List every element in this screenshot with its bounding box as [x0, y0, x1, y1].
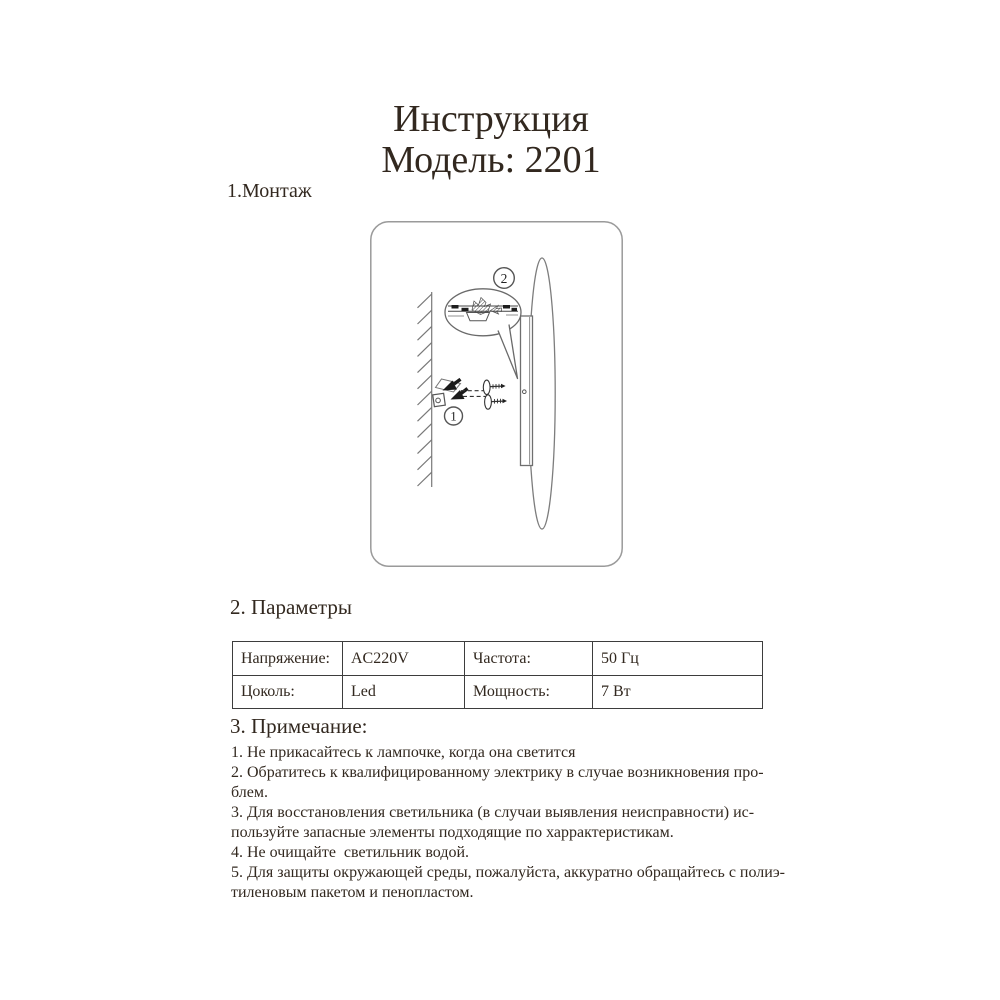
wall-bracket: [433, 379, 468, 407]
step-2-badge: [494, 268, 515, 289]
mounting-plate: [521, 316, 533, 466]
note-line: 5. Для защиты окружающей среды, пожалуйста, аккуратно обращайтесь с полиэ-: [231, 864, 786, 881]
screw-icon: [485, 395, 507, 409]
page-title: Инструкция: [393, 98, 589, 140]
balloon-tail: [498, 325, 518, 379]
param-label: Частота:: [465, 642, 593, 676]
param-label: Мощность:: [465, 676, 593, 709]
table-row: [233, 642, 763, 676]
param-value: 7 Вт: [593, 676, 763, 709]
step-1-label: 1: [450, 408, 457, 424]
param-label: Напряжение:: [233, 642, 343, 676]
installation-diagram: [370, 221, 623, 567]
wall-hatch: [418, 292, 432, 487]
screw-icon: [483, 380, 505, 394]
note-line: блем.: [231, 784, 268, 801]
notes-list: [231, 743, 851, 903]
callout-balloon: [445, 289, 521, 379]
section-heading-notes: 3. Примечание:: [230, 714, 368, 738]
note-line: тиленовым пакетом и пенопластом.: [231, 884, 474, 901]
installation-diagram-svg: [370, 221, 623, 567]
note-line: 3. Для восстановления светильника (в случаи выявления неисправности) ис-: [231, 804, 755, 821]
section-heading-montage: 1.Монтаж: [227, 180, 312, 202]
section-heading-parameters: 2. Параметры: [230, 595, 352, 619]
param-value: Led: [343, 676, 465, 709]
parameters-table: [232, 641, 763, 709]
step-2-label: 2: [500, 270, 508, 286]
note-line: 4. Не очищайте светильник водой.: [231, 844, 470, 861]
model-subtitle: Модель: 2201: [381, 139, 601, 181]
table-row: [233, 676, 763, 709]
note-line: 1. Не прикасайтесь к лампочке, когда она светится: [231, 744, 576, 761]
param-value: AC220V: [343, 642, 465, 676]
param-value: 50 Гц: [593, 642, 763, 676]
note-line: 2. Обратитесь к квалифицированному электрику в случае возникновения про-: [231, 764, 764, 781]
param-label: Цоколь:: [233, 676, 343, 709]
note-line: пользуйте запасные элементы подходящие по харрактеристикам.: [231, 824, 674, 841]
step-1-badge: [445, 407, 463, 425]
